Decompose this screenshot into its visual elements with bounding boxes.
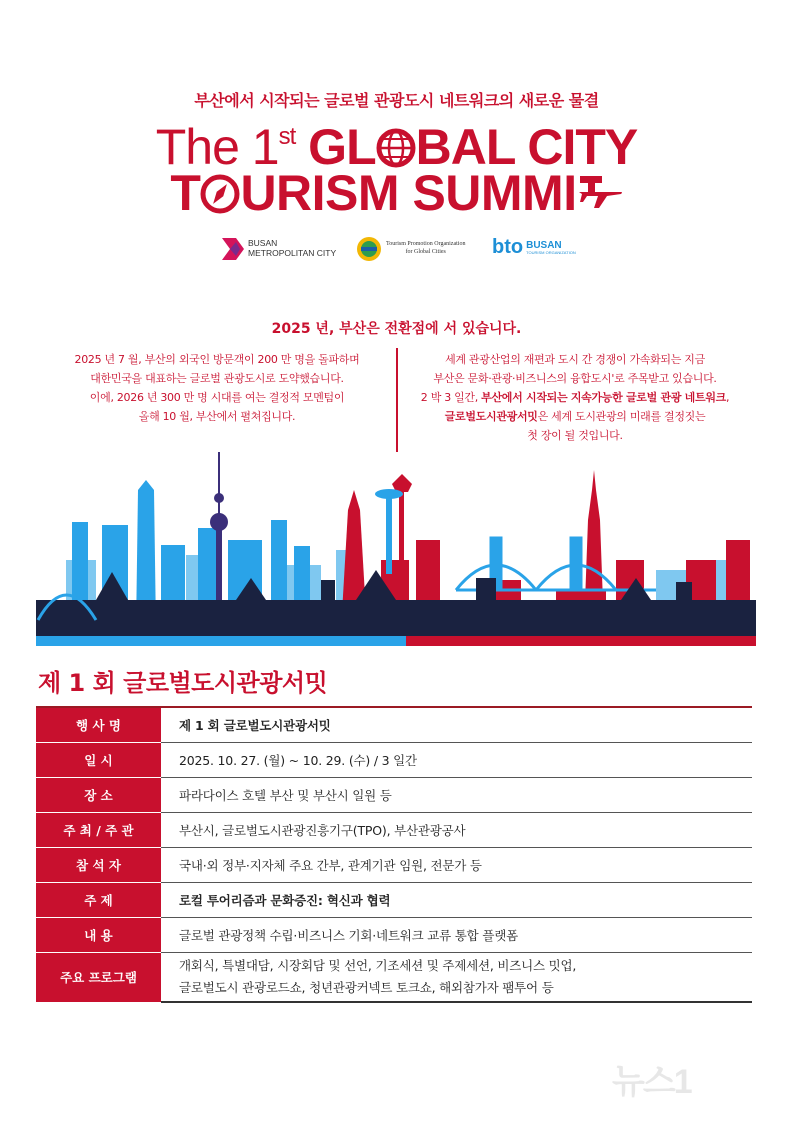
- intro-left-line: 2025 년 7 월, 부산의 외국인 방문객이 200 만 명을 돌파하며: [74, 353, 360, 366]
- intro-right-line: [400, 407, 750, 426]
- tpo-emblem-icon: [356, 236, 382, 262]
- intro-right-span: 2 박 3 일간,: [420, 391, 482, 404]
- table-row: [36, 812, 752, 847]
- tagline: 부산에서 시작되는 글로벌 관광도시 네트워크의 새로운 물결: [194, 91, 599, 110]
- row-label: 참 석 자: [36, 847, 161, 882]
- sponsor-logos: [0, 236, 793, 272]
- title-gl: GL: [308, 119, 376, 175]
- row-value-line: 글로벌도시 관광로드쇼, 청년관광커넥트 토크쇼, 해외참가자 팸투어 등: [179, 979, 554, 995]
- intro-right-line: 세계 관광산업의 재편과 도시 간 경쟁이 가속화되는 지금: [445, 353, 705, 366]
- row-label: 장 소: [36, 777, 161, 812]
- airplane-icon: [577, 172, 623, 212]
- title-sup: st: [278, 123, 296, 150]
- row-label: 주요 프로그램: [36, 952, 161, 1002]
- section-title: 제 1 회 글로벌도시관광서밋: [38, 669, 328, 697]
- busan-city-mark-icon: [222, 236, 244, 262]
- intro-left-line: 이에, 2026 년 300 만 명 시대를 여는 결정적 모멘텀이: [89, 391, 345, 404]
- intro-right-line: 첫 장이 될 것입니다.: [527, 429, 623, 442]
- tpo-logo-line2: for Global Cities: [405, 249, 446, 255]
- row-value: 글로벌 관광정책 수립·비즈니스 기회·네트워크 교류 통합 플랫폼: [161, 917, 752, 952]
- row-value-line: 개회식, 특별대담, 시장회담 및 선언, 기조세션 및 주제세션, 비즈니스 밋업,: [179, 957, 577, 973]
- news1-watermark: [612, 1040, 782, 1110]
- row-value: [161, 952, 752, 1002]
- intro-left-text: [52, 350, 382, 426]
- intro-left-line: 올해 10 월, 부산에서 펼쳐집니다.: [138, 410, 296, 423]
- intro-right-line: 부산은 문화·관광·비즈니스의 융합도시'로 주목받고 있습니다.: [433, 372, 717, 385]
- bto-mark: bto: [492, 236, 524, 258]
- row-value: 부산시, 글로벌도시관광진흥기구(TPO), 부산관광공사: [161, 812, 752, 847]
- intro-right-bold: 부산에서 시작되는 지속가능한 글로벌 관광 네트워크: [481, 391, 726, 404]
- table-row: [36, 917, 752, 952]
- busan-logo-line1: BUSAN: [248, 238, 278, 249]
- title-the: The 1: [155, 119, 279, 175]
- intro-right-text: [400, 350, 750, 445]
- intro-right-span: ,: [725, 391, 730, 404]
- table-row: [36, 952, 752, 1002]
- table-row: [36, 882, 752, 917]
- row-value: 국내·외 정부·지자체 주요 간부, 관계기관 임원, 전문가 등: [161, 847, 752, 882]
- title-urism-summi: URISM SUMMI: [240, 165, 577, 221]
- compass-icon: [200, 174, 240, 214]
- intro-right-bold: 글로벌도시관광서밋: [444, 410, 538, 423]
- bto-logo: [492, 236, 576, 259]
- watermark-text: 뉴스1: [612, 1063, 691, 1101]
- table-row: [36, 707, 752, 742]
- city-skyline-illustration: [36, 450, 756, 646]
- intro-divider: [396, 348, 398, 452]
- table-row: [36, 777, 752, 812]
- table-row: [36, 847, 752, 882]
- summit-title-line2: [0, 165, 793, 221]
- busan-metropolitan-city-logo: [222, 236, 336, 262]
- busan-logo-line2: METROPOLITAN CITY: [248, 248, 337, 258]
- row-value: 제 1 회 글로벌도시관광서밋: [161, 707, 752, 742]
- row-label: 행 사 명: [36, 707, 161, 742]
- intro-right-line: [400, 388, 750, 407]
- event-info-table: [36, 706, 752, 1003]
- bto-sub: TOURISM ORGANIZATION: [526, 249, 576, 255]
- intro-left-line: 대한민국을 대표하는 글로벌 관광도시로 도약했습니다.: [90, 372, 344, 385]
- bto-name: BUSAN: [526, 239, 562, 251]
- tpo-logo-line1: Tourism Promotion Organization: [386, 241, 466, 248]
- title-t: T: [170, 165, 201, 221]
- globe-icon: [376, 128, 416, 168]
- row-value: 2025. 10. 27. (월) ~ 10. 29. (수) / 3 일간: [161, 742, 752, 777]
- table-row: [36, 742, 752, 777]
- tpo-logo: [356, 236, 465, 262]
- row-value: 로컬 투어리즘과 문화증진: 혁신과 협력: [161, 882, 752, 917]
- row-value: 파라다이스 호텔 부산 및 부산시 일원 등: [161, 777, 752, 812]
- intro-heading: 2025 년, 부산은 전환점에 서 있습니다.: [271, 321, 522, 337]
- row-label: 주 최 / 주 관: [36, 812, 161, 847]
- intro-right-span: 은 세계 도시관광의 미래를 결정짓는: [537, 410, 706, 423]
- row-label: 주 제: [36, 882, 161, 917]
- row-label: 내 용: [36, 917, 161, 952]
- row-label: 일 시: [36, 742, 161, 777]
- title-bal-city: BAL CITY: [415, 119, 638, 175]
